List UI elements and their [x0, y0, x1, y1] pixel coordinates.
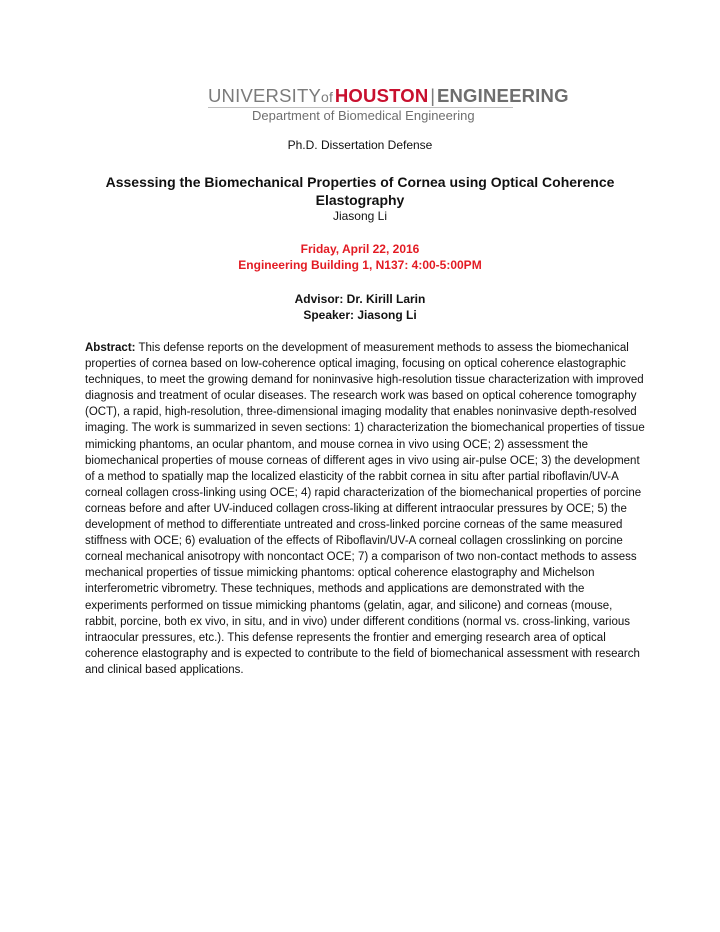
- logo-separator: |: [430, 85, 436, 106]
- event-type: Ph.D. Dissertation Defense: [287, 138, 433, 152]
- logo-department: Department of Biomedical Engineering: [252, 108, 475, 123]
- logo-houston: HOUSTON: [334, 85, 429, 106]
- logo-wordmark: [208, 85, 569, 107]
- abstract: [85, 340, 645, 678]
- university-logo: [208, 85, 569, 123]
- event-date: Friday, April 22, 2016: [300, 242, 420, 256]
- abstract-label: Abstract:: [85, 342, 136, 354]
- advisor: Advisor: Dr. Kirill Larin: [294, 292, 426, 306]
- logo-engineering: ENGINEERING: [436, 85, 569, 106]
- logo-of: of: [321, 89, 334, 105]
- event-venue: Engineering Building 1, N137: 4:00-5:00PM: [238, 258, 482, 272]
- speaker: Speaker: Jiasong Li: [303, 308, 417, 322]
- dissertation-title: [0, 173, 720, 209]
- author-name: Jiasong Li: [332, 209, 388, 223]
- abstract-text: This defense reports on the development of measurement methods to assess the biomechanical properties of cornea based on low-coherence optical imaging, focusing on optical coherence elastographic techniques, to meet the growing demand for noninvasive high-resolution tissue characterization with improved diagnosis and treatment of ocular diseases. The research work was based on optical coherence tomography (OCT), a rapid, high-resolution, three-dimensional imaging modality that enables noninvasive depth-resolved imaging. The work is summarized in seven sections: 1) characterization the biomechanical properties of tissue mimicking phantoms, an ocular phantom, and mouse cornea in vivo using OCE; 2) assessment the biomechanical properties of mouse corneas of different ages in vivo using air-pulse OCE; 3) the development of a method to spatially map the localized elasticity of the rabbit cornea in situ after partial riboflavin/UV-A corneal collagen cross-linking using OCE; 4) rapid characterization of the biomechanical properties of porcine corneas before and after UV-induced collagen cross-liking at different intraocular pressures by OCE; 5) the development of method to differentiate untreated and cross-linked porcine corneas of the same measured stiffness with OCE; 6) evaluation of the effects of Riboflavin/UV-A corneal collagen crosslinking on porcine corneal mechanical anisotropy with noncontact OCE; 7) a comparison of two non-contact methods to assess mechanical properties of tissue mimicking phantoms: optical coherence elastography and Michelson interferometric vibrometry. These techniques, methods and applications are demonstrated with the experiments performed on tissue mimicking phantoms (gelatin, agar, and silicone) and corneas (mouse, rabbit, porcine, both ex vivo, in situ, and in vivo) under different conditions (normal vs. cross-linking, various intraocular pressures, etc.). This defense represents the frontier and emerging research area of optical coherence elastography and is expected to contribute to the field of biomechanical assessment with research and clinical based applications.: [85, 342, 645, 676]
- title-line-2: Elastography: [315, 192, 405, 208]
- title-line-1: Assessing the Biomechanical Properties of Cornea using Optical Coherence: [105, 174, 615, 190]
- logo-university: UNIVERSITY: [208, 85, 322, 106]
